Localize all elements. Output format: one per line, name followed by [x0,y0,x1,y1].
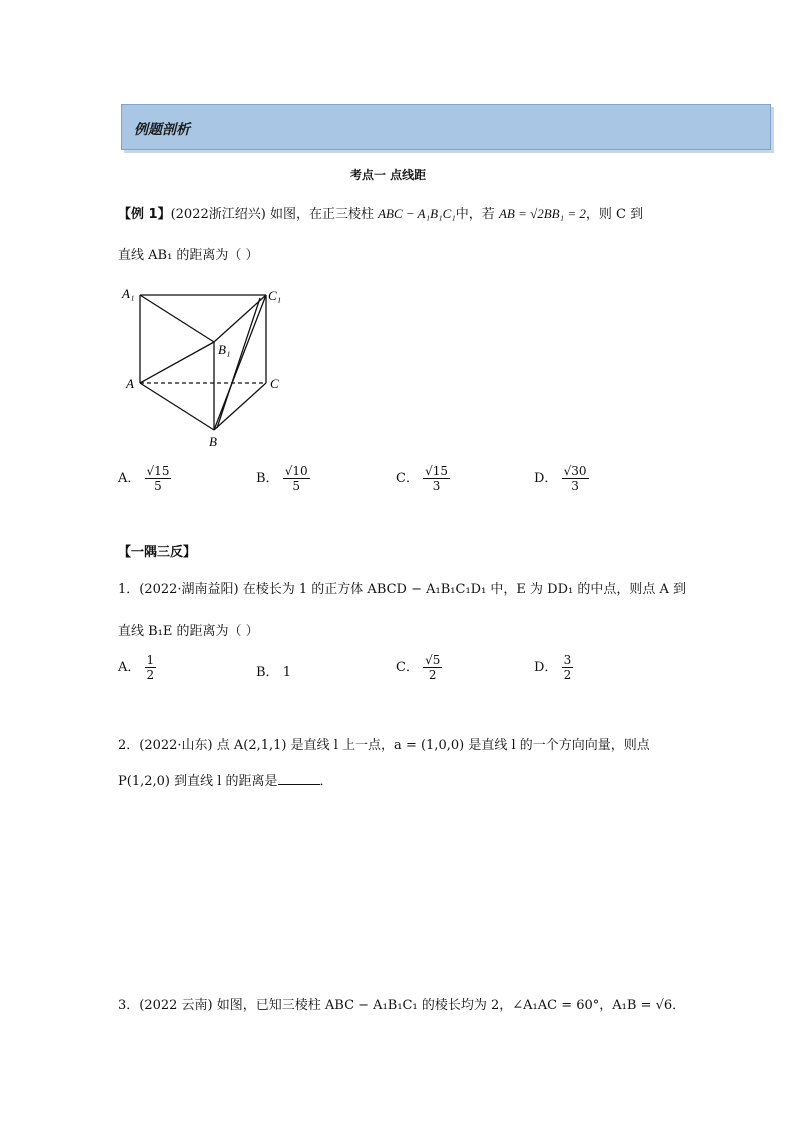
numerator: √30 [563,464,587,478]
q1-choice-d [534,653,573,682]
choice-fraction [145,653,157,682]
choice-letter: D． [534,471,558,486]
example1-label: 【例 1】 [118,207,171,222]
numerator: √15 [146,464,170,478]
segment-ab1 [140,342,214,383]
choice-letter: D． [534,660,558,675]
q2-line1: 2．(2022·山东) 点 A(2,1,1) 是直线 l 上一点，a = (1,0,0) 是直线 l 的一个方向向量，则点 [118,738,650,753]
numerator: 3 [563,653,572,667]
numerator: √15 [425,464,449,478]
label-a: A [126,376,134,391]
label-c: C [270,376,279,391]
choice-letter: B． [256,665,279,680]
q3-line1: 3．(2022 云南) 如图，已知三棱柱 ABC − A₁B₁C₁ 的棱长均为 2，∠A₁AC = 60°，A₁B = √6． [118,998,686,1013]
choice-letter: B． [256,471,279,486]
choice-fraction [423,653,442,682]
q1-choice-a [118,653,156,682]
example1-source: (2022浙江绍兴) 如图，在正三棱柱 [170,207,374,222]
choice-value: 1 [282,665,291,680]
denominator: 2 [146,668,155,682]
q1-line2: 直线 B₁E 的距离为（ ） [118,624,259,639]
segment-c1b [214,295,266,430]
topic-title: 考点一 点线距 [350,168,427,182]
choice-fraction [562,464,589,493]
edge-ab [140,383,214,430]
edge-bc [214,383,266,430]
choice-fraction [145,464,172,493]
q1-choice-b [256,661,291,680]
choice-fraction [423,464,450,493]
practice-label: 【一隅三反】 [118,545,197,560]
q1-line1: 1．(2022·湖南益阳) 在棱长为 1 的正方体 ABCD − A₁B₁C₁D₁ 中，E 为 DD₁ 的中点，则点 A 到 [118,582,687,597]
example1-condition: AB = √2BB₁ = 2 [498,206,586,221]
choice-fraction [283,464,310,493]
example1-suffix: ，则 C 到 [585,207,644,222]
example1-line1 [118,203,643,222]
prism-figure [118,282,298,452]
q2-line2 [118,770,333,789]
choice-letter: C． [396,471,419,486]
example1-choice-b [256,464,310,493]
section-title: 例题剖析 [134,122,190,138]
q2-line2-text: P(1,2,0) 到直线 l 的距离是 [118,774,278,789]
denominator: 3 [432,479,441,493]
denominator: 2 [428,668,437,682]
example1-line2: 直线 AB₁ 的距离为（ ） [118,248,259,263]
example1-choice-a [118,464,171,493]
label-c1: C₁ [268,288,282,303]
example1-prism: ABC − A₁B₁C₁ [378,206,456,221]
denominator: 2 [563,668,572,682]
numerator: √10 [284,464,308,478]
edge-a1b1 [140,295,214,342]
label-a1: A₁ [122,286,135,301]
q1-choice-c [396,653,442,682]
example1-choice-d [534,464,589,493]
example1-mid: 中，若 [455,207,495,222]
choice-letter: A． [118,471,141,486]
label-b1: B₁ [218,342,231,357]
label-b: B [209,434,217,449]
section-header-bar [121,104,771,150]
choice-letter: A． [118,660,141,675]
example1-choice-c [396,464,450,493]
choice-letter: C． [396,660,419,675]
denominator: 5 [292,479,300,493]
numerator: 1 [146,653,155,667]
q2-line2-end: ． [319,774,333,789]
answer-blank [278,772,320,785]
numerator: √5 [425,653,441,667]
denominator: 3 [571,479,579,493]
denominator: 5 [154,479,162,493]
choice-fraction [562,653,574,682]
